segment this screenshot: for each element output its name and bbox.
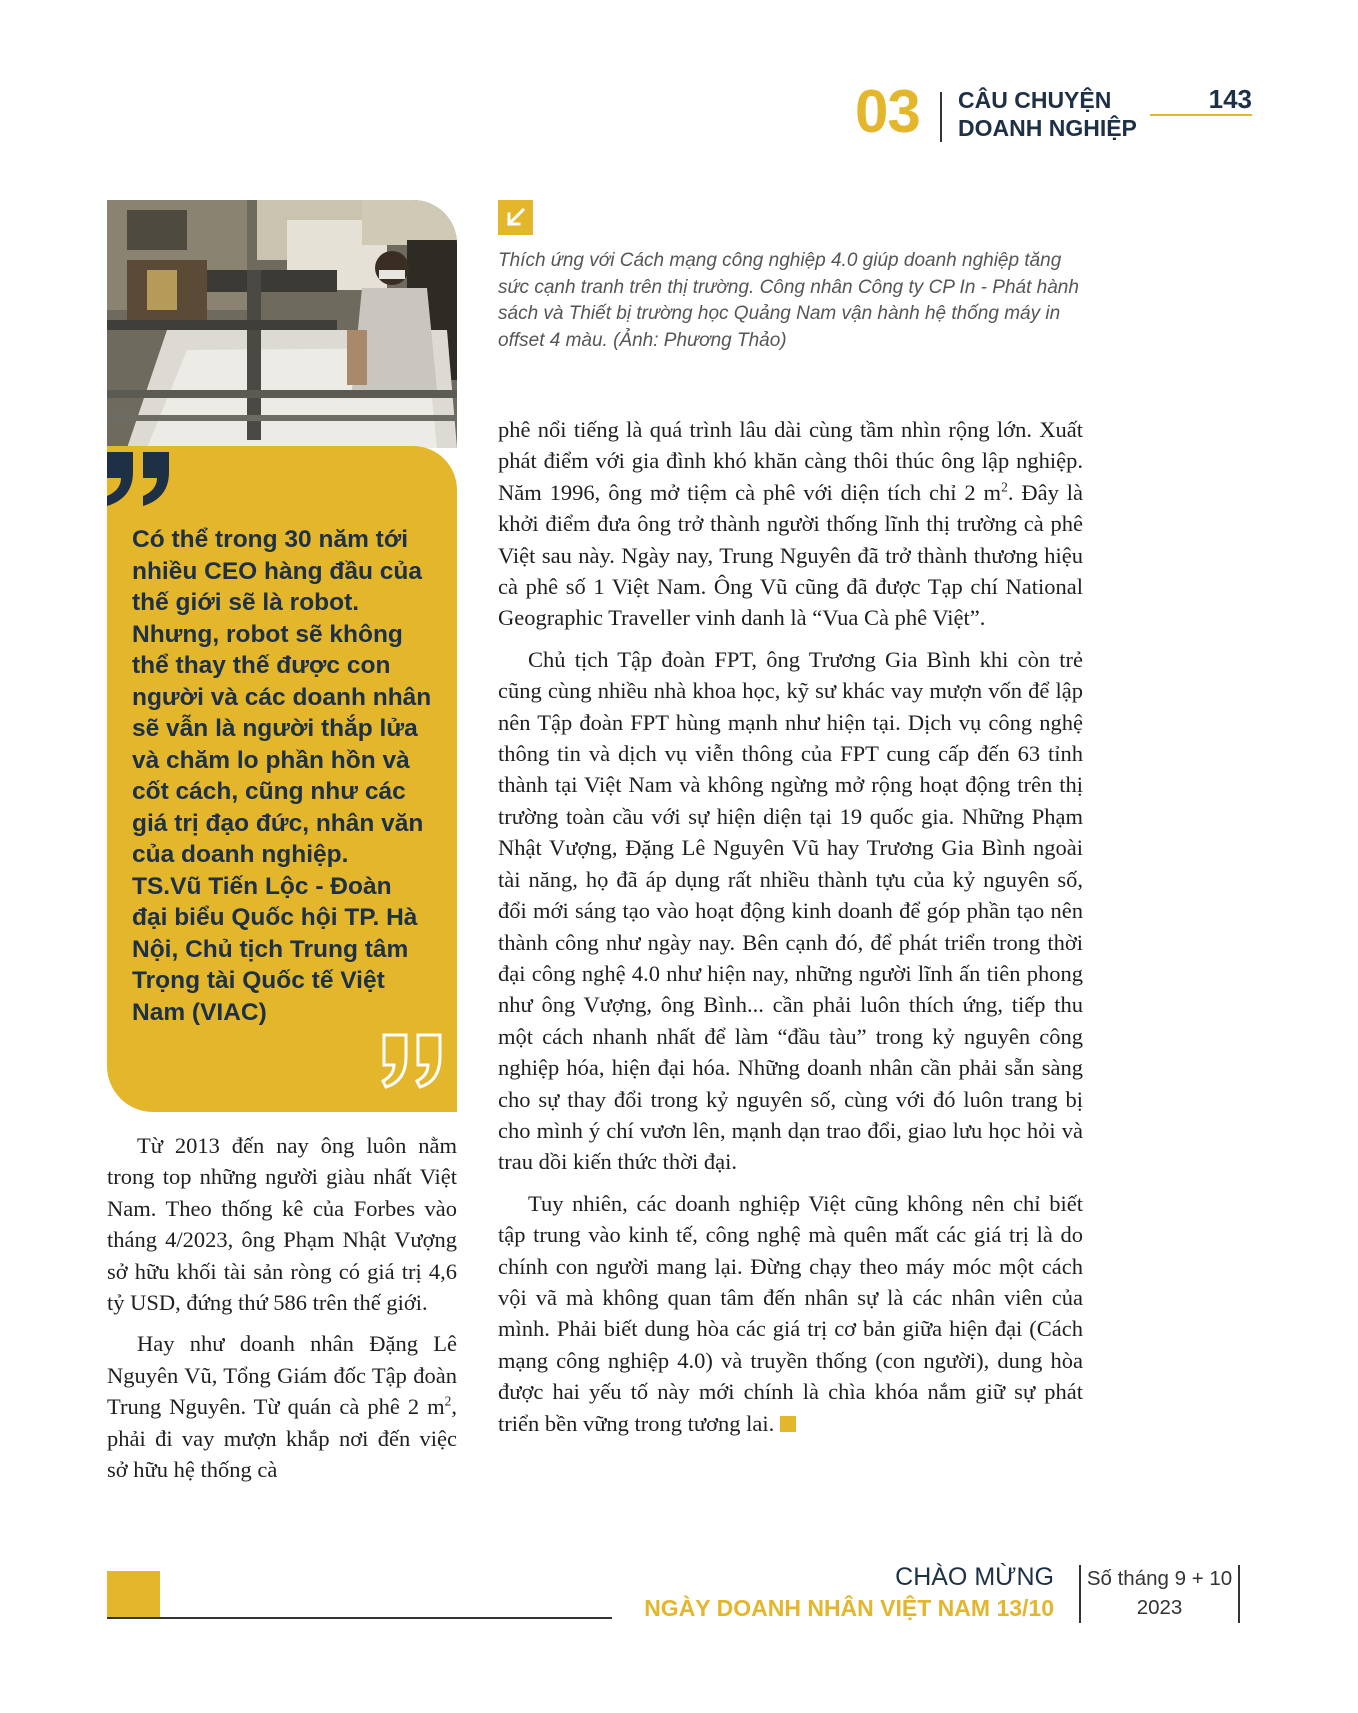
right-paragraph-3: Tuy nhiên, các doanh nghiệp Việt cũng không nên chỉ biết tập trung vào kinh tế, công nghệ mà quên mất các giá trị là do chính con người mang lại. Đừng chạy theo máy móc một cách vội vã mà không quan tâm đến nhân sự là các nhân viên của mình. Phải biết dung hòa các giá trị cơ bản giữa hiện đại (Cách mạng công nghiệp 4.0) và truyền thống (con người), dung hòa được hai yếu tố này mới chính là chìa khóa nắm giữ sự phát triển bền vững trong tương lai. bbox=[498, 1190, 1083, 1436]
pull-quote-text: Có thể trong 30 năm tới nhiều CEO hàng đầu của thế giới sẽ là robot. Nhưng, robot sẽ không thể thay thế được con người và các doanh nhân sẽ vẫn là người thắp lửa và chăm lo phần hồn và cốt cách, cũng như các giá trị đạo đức, nhân văn của doanh nghiệp. bbox=[132, 526, 432, 868]
footer-banner-line1: CHÀO MỪNG bbox=[895, 1563, 1054, 1591]
page-number-rule bbox=[1150, 114, 1252, 116]
footer-divider-left bbox=[1079, 1565, 1081, 1623]
right-paragraph-2: Chủ tịch Tập đoàn FPT, ông Trương Gia Bình khi còn trẻ cũng cùng nhiều nhà khoa học, kỹ sư khác vay mượn vốn để lập nên Tập đoàn FPT hùng mạnh như hiện tại. Dịch vụ công nghệ thông tin và dịch vụ viễn thông của FPT cung cấp đến 63 tỉnh thành tại Việt Nam và không ngừng mở rộng hoạt động trên thị trường toàn cầu với sự hiện diện tại 19 quốc gia. Những Phạm Nhật Vượng, Đặng Lê Nguyên Vũ hay Trương Gia Bình ngoài tài năng, họ đã áp dụng rất nhiều thành tựu của kỷ nguyên số, đổi mới sáng tạo vào hoạt động kinh doanh để góp phần tạo nên thành công như ngày nay. Bên cạnh đó, để phát triển trong thời đại công nghệ 4.0 như hiện nay, những người lĩnh ấn tiên phong như ông Vượng, ông Bình... cần phải luôn thích ứng, tiếp thu một cách nhanh nhất để làm “đầu tàu” trong kỷ nguyên công nghiệp hóa, hiện đại hóa. Những doanh nhân cần phải sẵn sàng cho sự thay đổi trong kỷ nguyên số, cùng với đó luôn trang bị cho mình ý chí vươn lên, mạnh dạn trao đổi, giao lưu học hỏi và trau dồi kiến thức thời đại. bbox=[498, 646, 1083, 1175]
pull-quote-attribution: TS.Vũ Tiến Lộc - Đoàn đại biểu Quốc hội TP. Hà Nội, Chủ tịch Trung tâm Trọng tài Quốc tế Việt Nam (VIAC) bbox=[132, 872, 418, 1026]
section-divider bbox=[940, 92, 942, 142]
section-title bbox=[958, 86, 1158, 142]
issue-info bbox=[1083, 1564, 1236, 1622]
right-column bbox=[498, 414, 1083, 1439]
footer-accent-square bbox=[107, 1571, 160, 1619]
open-quote-icon bbox=[107, 452, 183, 506]
printing-press-photo bbox=[107, 200, 457, 448]
page-number: 143 bbox=[1208, 84, 1252, 114]
footer-banner-line2: NGÀY DOANH NHÂN VIỆT NAM 13/10 bbox=[644, 1595, 1054, 1621]
right-paragraph-1: phê nổi tiếng là quá trình lâu dài cùng tầm nhìn rộng lớn. Xuất phát điểm với gia đình khó khăn càng thôi thúc ông lập nghiệp. Năm 1996, ông mở tiệm cà phê với diện tích chỉ 2 $m^2$. Đây là khởi điểm đưa ông trở thành người thống lĩnh thị trường cà phê Việt sau này. Ngày nay, Trung Nguyên đã trở thành thương hiệu cà phê số 1 Việt Nam. Ông Vũ cũng đã được Tạp chí National Geographic Traveller vinh danh là “Vua Cà phê Việt”. bbox=[498, 417, 1083, 631]
pull-quote bbox=[132, 524, 432, 1028]
left-column bbox=[107, 1130, 457, 1485]
left-paragraph-2: Hay như doanh nhân Đặng Lê Nguyên Vũ, Tổng Giám đốc Tập đoàn Trung Nguyên. Từ quán cà phê 2 $m^2$, phải đi vay mượn khắp nơi đến việc sở hữu hệ thống cà bbox=[107, 1331, 457, 1483]
arrow-down-left-icon bbox=[498, 200, 533, 235]
close-quote-icon bbox=[380, 1033, 446, 1089]
section-number: 03 bbox=[855, 78, 920, 145]
end-of-article-mark bbox=[780, 1416, 796, 1432]
issue-year: 2023 bbox=[1136, 1596, 1183, 1619]
section-title-line2: DOANH NGHIỆP bbox=[958, 115, 1137, 141]
left-paragraph-1: Từ 2013 đến nay ông luôn nằm trong top những người giàu nhất Việt Nam. Theo thống kê của Forbes vào tháng 4/2023, ông Phạm Nhật Vượng sở hữu khối tài sản ròng có giá trị 4,6 tỷ USD, đứng thứ 586 trên thế giới. bbox=[107, 1133, 457, 1316]
photo-caption: Thích ứng với Cách mạng công nghiệp 4.0 giúp doanh nghiệp tăng sức cạnh tranh trên thị trường. Công nhân Công ty CP In - Phát hành sách và Thiết bị trường học Quảng Nam vận hành hệ thống máy in offset 4 màu. (Ảnh: Phương Thảo) bbox=[498, 250, 1079, 351]
footer-rule bbox=[107, 1617, 612, 1619]
section-title-line1: CÂU CHUYỆN bbox=[958, 87, 1112, 113]
footer-divider-right bbox=[1238, 1565, 1240, 1623]
issue-months: Số tháng 9 + 10 bbox=[1086, 1567, 1233, 1590]
